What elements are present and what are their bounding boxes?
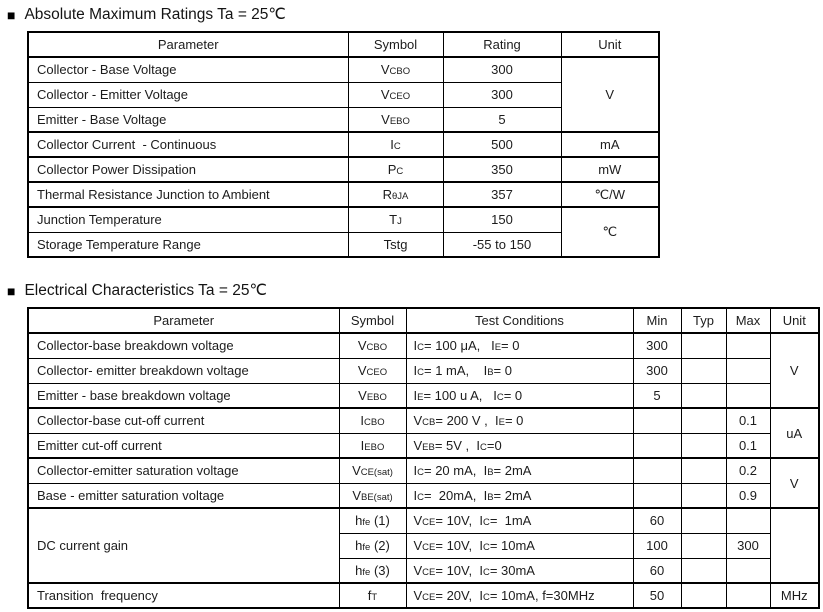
table-row [28,508,819,533]
symbol-cell: VCEO [348,82,443,107]
col-header-unit: Unit [770,308,819,333]
rating-cell: 350 [443,157,561,182]
unit-cell [770,508,819,583]
parameter-cell: Emitter cut-off current [28,433,339,458]
section-title-absolute-maximum-ratings [7,5,823,24]
max-cell: 0.1 [726,433,770,458]
rating-cell: 5 [443,107,561,132]
table-row [28,132,659,157]
col-header-typ: Typ [681,308,726,333]
typ-cell [681,383,726,408]
symbol-cell: PC [348,157,443,182]
min-cell: 5 [633,383,681,408]
unit-cell: ℃/W [561,182,659,207]
parameter-cell: Collector Current - Continuous [28,132,348,157]
table-row [28,408,819,433]
table-row [28,182,659,207]
unit-cell: uA [770,408,819,458]
max-cell [726,358,770,383]
parameter-cell: Collector-base cut-off current [28,408,339,433]
typ-cell [681,408,726,433]
symbol-cell: RθJA [348,182,443,207]
unit-cell: MHz [770,583,819,608]
typ-cell [681,333,726,358]
parameter-cell: Collector- emitter breakdown voltage [28,358,339,383]
col-header-symbol: Symbol [348,32,443,57]
unit-cell: mA [561,132,659,157]
parameter-cell: Collector-base breakdown voltage [28,333,339,358]
table-row [28,483,819,508]
parameter-cell: Collector Power Dissipation [28,157,348,182]
min-cell: 300 [633,333,681,358]
col-header-parameter: Parameter [28,32,348,57]
section-title-text: Absolute Maximum Ratings Ta = 25℃ [24,6,286,23]
parameter-cell: Collector - Emitter Voltage [28,82,348,107]
min-cell [633,458,681,483]
conditions-cell: IC= 1 mA, IB= 0 [406,358,633,383]
min-cell [633,433,681,458]
conditions-cell: IC= 100 μA, IE= 0 [406,333,633,358]
section-title-electrical-characteristics [7,281,823,300]
symbol-cell: VBE(sat) [339,483,406,508]
min-cell: 60 [633,508,681,533]
conditions-cell: VCE= 20V, IC= 10mA, f=30MHz [406,583,633,608]
typ-cell [681,433,726,458]
symbol-cell: TJ [348,207,443,232]
symbol-cell: hfe (2) [339,533,406,558]
conditions-cell: VCE= 10V, IC= 10mA [406,533,633,558]
parameter-cell: Thermal Resistance Junction to Ambient [28,182,348,207]
parameter-cell: Junction Temperature [28,207,348,232]
conditions-cell: IC= 20mA, IB= 2mA [406,483,633,508]
rating-cell: 150 [443,207,561,232]
unit-cell: V [561,57,659,132]
table-row [28,333,819,358]
symbol-cell: IEBO [339,433,406,458]
table-header-row [28,32,659,57]
max-cell: 0.2 [726,458,770,483]
rating-cell: 300 [443,57,561,82]
typ-cell [681,583,726,608]
table-row [28,358,819,383]
min-cell: 100 [633,533,681,558]
conditions-cell: IE= 100 u A, IC= 0 [406,383,633,408]
conditions-cell: IC= 20 mA, IB= 2mA [406,458,633,483]
table-header-row [28,308,819,333]
min-cell: 300 [633,358,681,383]
symbol-cell: hfe (3) [339,558,406,583]
symbol-cell: VCE(sat) [339,458,406,483]
square-bullet-icon: ■ [7,282,16,299]
symbol-cell: fT [339,583,406,608]
unit-cell: mW [561,157,659,182]
conditions-cell: VEB= 5V , IC=0 [406,433,633,458]
typ-cell [681,558,726,583]
rating-cell: 357 [443,182,561,207]
square-bullet-icon: ■ [7,6,16,23]
table-row [28,458,819,483]
table-row [28,207,659,232]
unit-cell: ℃ [561,207,659,257]
col-header-min: Min [633,308,681,333]
col-header-parameter: Parameter [28,308,339,333]
col-header-unit: Unit [561,32,659,57]
rating-cell: 300 [443,82,561,107]
symbol-cell: ICBO [339,408,406,433]
table-row [28,57,659,82]
rating-cell: 500 [443,132,561,157]
parameter-cell: Storage Temperature Range [28,232,348,257]
symbol-cell: VCEO [339,358,406,383]
conditions-cell: VCE= 10V, IC= 30mA [406,558,633,583]
parameter-cell: Collector - Base Voltage [28,57,348,82]
parameter-cell: Collector-emitter saturation voltage [28,458,339,483]
min-cell: 50 [633,583,681,608]
typ-cell [681,483,726,508]
parameter-cell: Base - emitter saturation voltage [28,483,339,508]
conditions-cell: VCB= 200 V , IE= 0 [406,408,633,433]
symbol-cell: hfe (1) [339,508,406,533]
typ-cell [681,358,726,383]
parameter-cell: Emitter - base breakdown voltage [28,383,339,408]
rating-cell: -55 to 150 [443,232,561,257]
min-cell [633,483,681,508]
symbol-cell: VCBO [348,57,443,82]
typ-cell [681,508,726,533]
section-title-text: Electrical Characteristics Ta = 25℃ [24,282,267,299]
symbol-cell: VEBO [339,383,406,408]
col-header-rating: Rating [443,32,561,57]
symbol-cell: VEBO [348,107,443,132]
max-cell: 0.1 [726,408,770,433]
table-row [28,383,819,408]
symbol-cell: VCBO [339,333,406,358]
col-header-max: Max [726,308,770,333]
typ-cell [681,458,726,483]
max-cell [726,333,770,358]
col-header-test-conditions: Test Conditions [406,308,633,333]
symbol-cell: Tstg [348,232,443,257]
min-cell: 60 [633,558,681,583]
parameter-cell: Emitter - Base Voltage [28,107,348,132]
max-cell [726,383,770,408]
max-cell [726,583,770,608]
table-row [28,433,819,458]
typ-cell [681,533,726,558]
symbol-cell: IC [348,132,443,157]
min-cell [633,408,681,433]
table-row [28,157,659,182]
parameter-cell: DC current gain [28,508,339,583]
unit-cell: V [770,458,819,508]
max-cell: 300 [726,533,770,558]
conditions-cell: VCE= 10V, IC= 1mA [406,508,633,533]
max-cell [726,558,770,583]
electrical-characteristics-table [27,307,820,609]
table-row [28,583,819,608]
parameter-cell: Transition frequency [28,583,339,608]
max-cell: 0.9 [726,483,770,508]
unit-cell: V [770,333,819,408]
col-header-symbol: Symbol [339,308,406,333]
absolute-maximum-ratings-table [27,31,660,258]
max-cell [726,508,770,533]
